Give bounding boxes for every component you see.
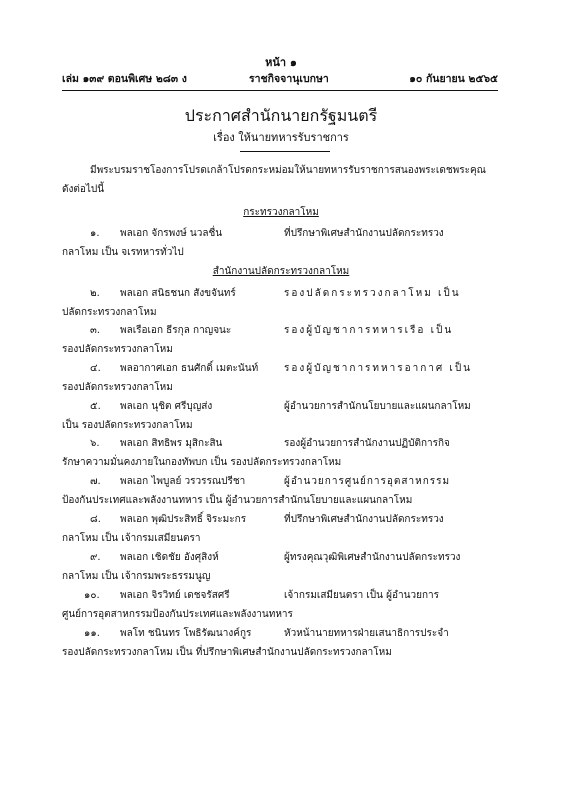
- item-number: ๑๑.: [84, 628, 100, 639]
- new-position: ปลัดกระทรวงกลาโหม: [62, 307, 157, 318]
- item-number: ๓.: [90, 325, 101, 336]
- publication-date: ๑๐ กันยายน ๒๕๖๕: [409, 73, 498, 85]
- volume-issue: เล่ม ๑๓๙ ตอนพิเศษ ๒๘๓ ง: [62, 73, 187, 85]
- intro-line-2: ดังต่อไปนี้: [62, 184, 105, 195]
- appointment-item: [62, 474, 498, 516]
- item-number: ๖.: [90, 438, 100, 449]
- ministry-heading: กระทรวงกลาโหม: [243, 207, 319, 218]
- item-number: ๕.: [90, 401, 101, 412]
- appointment-item: [62, 512, 498, 554]
- current-position: รองปลัดกระทรวงกลาโหม เป็น: [284, 288, 461, 299]
- title-divider: [240, 151, 330, 152]
- new-position: กลาโหม เป็น เจ้ากรมเสมียนตรา: [62, 533, 201, 544]
- appointment-item: [62, 286, 498, 328]
- appointment-item: [62, 550, 498, 592]
- appointment-item: [62, 626, 498, 668]
- page-number: หน้า ๑: [265, 56, 297, 69]
- gazette-header: [62, 70, 498, 86]
- item-number: ๑๐.: [84, 590, 100, 601]
- appointment-item: [62, 588, 498, 630]
- new-position: รองปลัดกระทรวงกลาโหม เป็น ที่ปรึกษาพิเศษสำนักงานปลัดกระทรวงกลาโหม: [62, 647, 392, 658]
- office-heading: สำนักงานปลัดกระทรวงกลาโหม: [212, 266, 350, 277]
- header-divider: [62, 90, 498, 91]
- new-position: ศูนย์การอุตสาหกรรมป้องกันประเทศและพลังงานทหาร: [62, 609, 293, 620]
- officer-name: พลเอก เชิดชัย อังศุสิงห์: [120, 552, 219, 563]
- appointment-item: [62, 323, 498, 365]
- current-position: ผู้ทรงคุณวุฒิพิเศษสำนักงานปลัดกระทรวง: [284, 552, 461, 563]
- new-position: กลาโหม เป็น เจ้ากรมพระธรรมนูญ: [62, 571, 211, 582]
- new-position: กลาโหม เป็น จเรทหารทั่วไป: [62, 247, 184, 258]
- appointment-item: [62, 226, 498, 268]
- current-position: หัวหน้านายทหารฝ่ายเสนาธิการประจำ: [284, 628, 449, 639]
- new-position: รองปลัดกระทรวงกลาโหม: [62, 344, 173, 355]
- item-number: ๒.: [90, 288, 100, 299]
- officer-name: พลเอก พุฒิประสิทธิ์ จิระมะกร: [120, 514, 247, 525]
- item-number: ๙.: [90, 552, 101, 563]
- intro-line-1: มีพระบรมราชโองการโปรดเกล้าโปรดกระหม่อมให้นายทหารรับราชการสนองพระเดชพระคุณ: [90, 165, 486, 176]
- current-position: ผู้อำนวยการสำนักนโยบายและแผนกลาโหม: [284, 401, 471, 412]
- current-position: รองผู้บัญชาการทหารเรือ เป็น: [284, 325, 454, 336]
- new-position: เป็น รองปลัดกระทรวงกลาโหม: [62, 420, 193, 431]
- gazette-name: ราชกิจจานุเบกษา: [249, 73, 329, 85]
- current-position: รองผู้อำนวยการสำนักงานปฏิบัติการกิจ: [284, 438, 450, 449]
- item-number: ๗.: [90, 476, 101, 487]
- officer-name: พลเอก ไพบูลย์ วรวรรณปรีชา: [120, 476, 246, 487]
- officer-name: พลโท ชนินทร โพธิรัฒนางค์กูร: [120, 628, 252, 639]
- appointment-item: [62, 399, 498, 441]
- current-position: เจ้ากรมเสมียนตรา เป็น ผู้อำนวยการ: [284, 590, 439, 601]
- officer-name: พลเอก สนิธชนก สังขจันทร์: [120, 288, 236, 299]
- item-number: ๘.: [90, 514, 101, 525]
- officer-name: พลเอก จักรพงษ์ นวลชื่น: [120, 228, 223, 239]
- appointment-item: [62, 436, 498, 478]
- item-number: ๑.: [90, 228, 100, 239]
- officer-name: พลอากาศเอก ธนศักดิ์ เมตะนันท์: [120, 363, 259, 374]
- new-position: รองปลัดกระทรวงกลาโหม: [62, 382, 173, 393]
- announcement-title: ประกาศสำนักนายกรัฐมนตรี: [184, 106, 378, 125]
- new-position: รักษาความมั่นคงภายในกองทัพบก เป็น รองปลัดกระทรวงกลาโหม: [62, 457, 342, 468]
- announcement-subject: เรื่อง ให้นายทหารรับราชการ: [213, 131, 349, 144]
- item-number: ๔.: [90, 363, 101, 374]
- current-position: รองผู้บัญชาการทหารอากาศ เป็น: [284, 363, 473, 374]
- officer-name: พลเรือเอก ธีรกุล กาญจนะ: [120, 325, 232, 336]
- new-position: ป้องกันประเทศและพลังงานทหาร เป็น ผู้อำนวยการสำนักนโยบายและแผนกลาโหม: [62, 495, 413, 506]
- current-position: ที่ปรึกษาพิเศษสำนักงานปลัดกระทรวง: [284, 228, 444, 239]
- officer-name: พลเอก นุชิต ศรีบุญส่ง: [120, 401, 213, 412]
- officer-name: พลเอก จิรวิทย์ เดชจรัสศรี: [120, 590, 230, 601]
- current-position: ผู้อำนวยการศูนย์การอุตสาหกรรม: [284, 476, 451, 487]
- appointment-item: [62, 361, 498, 403]
- current-position: ที่ปรึกษาพิเศษสำนักงานปลัดกระทรวง: [284, 514, 444, 525]
- officer-name: พลเอก สิทธิพร มุสิกะสิน: [120, 438, 223, 449]
